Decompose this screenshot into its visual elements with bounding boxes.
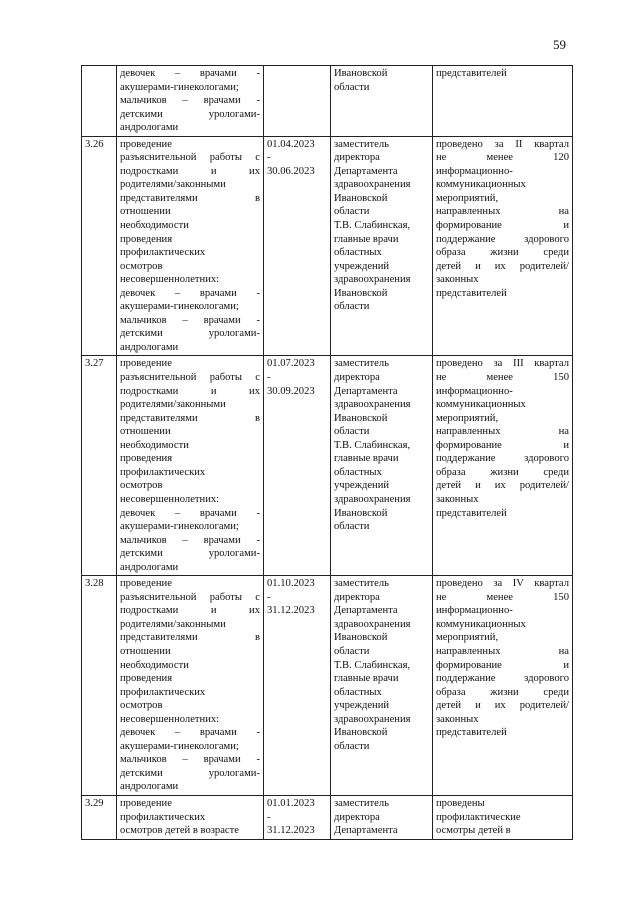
cell-line: Т.В. Слабинская, (334, 659, 411, 671)
cell-number: 3.28 (82, 576, 117, 796)
cell-line: проведены (436, 797, 485, 809)
cell-line: - (267, 591, 271, 603)
cell-line: мальчиков – врачами - (120, 754, 260, 766)
cell-line: заместитель (334, 578, 390, 590)
cell-line: здравоохранения (334, 179, 411, 191)
cell-dates (264, 356, 331, 576)
cell-line: несовершеннолетних: (120, 274, 220, 286)
cell-line: представителями в (120, 412, 260, 424)
cell-line: осмотров (120, 700, 163, 712)
cell-number (82, 66, 117, 137)
cell-line: отношении (120, 426, 171, 438)
cell-responsible (331, 356, 433, 576)
cell-line: мальчиков – врачами - (120, 534, 260, 546)
cell-line: представителей (436, 68, 507, 79)
cell-dates (264, 66, 331, 137)
cell-line: областных (334, 466, 382, 478)
cell-line: заместитель (334, 797, 390, 809)
cell-line: здравоохранения (334, 399, 411, 411)
cell-line: девочек – врачами - (120, 287, 260, 299)
cell-line: 01.04.2023 (267, 138, 315, 150)
cell-line: детскими урологами- (120, 108, 260, 120)
cell-line: проведено за III квартал (436, 358, 569, 370)
cell-line: коммуникационных (436, 618, 526, 630)
cell-line: директора (334, 811, 380, 823)
cell-result (433, 576, 573, 796)
cell-line: андрологами (120, 561, 179, 573)
cell-line: проведение (120, 797, 172, 809)
cell-line: Ивановской (334, 727, 388, 739)
cell-line: областных (334, 247, 382, 259)
cell-line: - (267, 152, 271, 164)
cell-responsible (331, 576, 433, 796)
cell-line: проведения (120, 673, 173, 685)
cell-number: 3.27 (82, 356, 117, 576)
cell-result (433, 136, 573, 356)
cell-line: осмотры детей в (436, 825, 511, 837)
cell-line: детей и их родителей/ (436, 480, 569, 492)
cell-line: не менее 150 (436, 372, 569, 384)
cell-line: образа жизни среди (436, 247, 569, 259)
cell-line: коммуникационных (436, 399, 526, 411)
cell-line: подростками и их (120, 385, 260, 397)
cell-line: разъяснительной работы с (120, 152, 260, 164)
cell-dates (264, 795, 331, 839)
measures-table (81, 65, 573, 840)
cell-line: 31.12.2023 (267, 605, 315, 617)
cell-line: 01.01.2023 (267, 797, 315, 809)
cell-line: профилактических (120, 247, 206, 259)
cell-line: Ивановской (334, 68, 388, 79)
cell-line: образа жизни среди (436, 466, 569, 478)
cell-line: мероприятий, (436, 412, 499, 424)
cell-line: мероприятий, (436, 192, 499, 204)
cell-line: 30.09.2023 (267, 385, 315, 397)
cell-line: формирование и (436, 659, 569, 671)
cell-line: директора (334, 591, 380, 603)
cell-line: детей и их родителей/ (436, 700, 569, 712)
cell-line: проведения (120, 233, 173, 245)
cell-line: заместитель (334, 358, 390, 370)
cell-line: проведено за IV квартал (436, 578, 569, 590)
cell-line: мальчиков – врачами - (120, 95, 260, 107)
cell-line: области (334, 81, 370, 93)
cell-line: Департамента (334, 385, 398, 397)
cell-line: детскими урологами- (120, 548, 260, 560)
cell-line: законных (436, 274, 479, 286)
cell-measure (117, 356, 264, 576)
cell-line: 01.10.2023 (267, 578, 315, 590)
cell-line: области (334, 521, 370, 533)
cell-line: здравоохранения (334, 493, 411, 505)
cell-line: девочек – врачами - (120, 727, 260, 739)
cell-line: проведение (120, 138, 172, 150)
cell-result (433, 795, 573, 839)
cell-line: Ивановской (334, 192, 388, 204)
cell-line: области (334, 645, 370, 657)
table-row (82, 356, 573, 576)
cell-line: отношении (120, 206, 171, 218)
cell-responsible (331, 136, 433, 356)
cell-measure (117, 576, 264, 796)
cell-line: акушерами-гинекологами; (120, 301, 239, 313)
cell-line: направленных на (436, 426, 569, 438)
cell-line: поддержание здорового (436, 233, 569, 245)
cell-line: образа жизни среди (436, 686, 569, 698)
cell-number: 3.26 (82, 136, 117, 356)
cell-line: областных (334, 686, 382, 698)
cell-line: Ивановской (334, 632, 388, 644)
cell-line: Департамента (334, 825, 398, 837)
cell-line: не менее 120 (436, 152, 569, 164)
cell-line: главные врачи (334, 453, 399, 465)
cell-line: детскими урологами- (120, 328, 260, 340)
cell-line: представителей (436, 727, 507, 739)
cell-line: 01.07.2023 (267, 358, 315, 370)
table-row (82, 576, 573, 796)
cell-line: подростками и их (120, 165, 260, 177)
cell-line: профилактических (120, 811, 206, 823)
cell-line: здравоохранения (334, 618, 411, 630)
cell-line: Т.В. Слабинская, (334, 439, 411, 451)
cell-line: 31.12.2023 (267, 825, 315, 837)
cell-line: здравоохранения (334, 274, 411, 286)
cell-line: законных (436, 493, 479, 505)
cell-line: Ивановской (334, 507, 388, 519)
cell-line: девочек – врачами - (120, 507, 260, 519)
cell-line: представителей (436, 507, 507, 519)
cell-responsible (331, 66, 433, 137)
cell-line: осмотров (120, 260, 163, 272)
cell-number: 3.29 (82, 795, 117, 839)
cell-line: заместитель (334, 138, 390, 150)
cell-line: разъяснительной работы с (120, 591, 260, 603)
cell-line: детей и их родителей/ (436, 260, 569, 272)
cell-line: акушерами-гинекологами; (120, 521, 239, 533)
cell-line: информационно- (436, 605, 513, 617)
cell-line: 30.06.2023 (267, 165, 315, 177)
cell-line: направленных на (436, 645, 569, 657)
cell-line: информационно- (436, 165, 513, 177)
cell-line: проведения (120, 453, 173, 465)
cell-line: Департамента (334, 165, 398, 177)
cell-line: родителями/законными (120, 399, 226, 411)
cell-line: формирование и (436, 220, 569, 232)
cell-line: проведено за II квартал (436, 138, 569, 150)
cell-line: Т.В. Слабинская, (334, 220, 411, 232)
cell-line: главные врачи (334, 673, 399, 685)
cell-line: проведение (120, 358, 172, 370)
cell-line: представителями в (120, 192, 260, 204)
cell-result (433, 66, 573, 137)
cell-line: Департамента (334, 605, 398, 617)
cell-line: направленных на (436, 206, 569, 218)
cell-line: учреждений (334, 480, 390, 492)
cell-line: осмотров (120, 480, 163, 492)
cell-line: профилактических (120, 686, 206, 698)
table-row (82, 66, 573, 137)
cell-line: области (334, 740, 370, 752)
cell-line: отношении (120, 645, 171, 657)
cell-line: Ивановской (334, 287, 388, 299)
table-row (82, 795, 573, 839)
cell-line: директора (334, 372, 380, 384)
cell-line: директора (334, 152, 380, 164)
cell-line: несовершеннолетних: (120, 493, 220, 505)
cell-line: мальчиков – врачами - (120, 314, 260, 326)
cell-line: родителями/законными (120, 618, 226, 630)
cell-measure (117, 66, 264, 137)
cell-result (433, 356, 573, 576)
cell-line: необходимости (120, 439, 189, 451)
cell-line: профилактических (120, 466, 206, 478)
cell-line: девочек – врачами - (120, 68, 260, 79)
cell-dates (264, 576, 331, 796)
cell-line: родителями/законными (120, 179, 226, 191)
cell-line: осмотров детей в возрасте (120, 825, 239, 837)
cell-line: профилактические (436, 811, 521, 823)
cell-line: поддержание здорового (436, 453, 569, 465)
cell-dates (264, 136, 331, 356)
cell-line: области (334, 301, 370, 313)
cell-line: законных (436, 713, 479, 725)
cell-line: представителей (436, 287, 507, 299)
cell-line: здравоохранения (334, 713, 411, 725)
cell-line: не менее 150 (436, 591, 569, 603)
cell-line: главные врачи (334, 233, 399, 245)
cell-line: разъяснительной работы с (120, 372, 260, 384)
cell-line: подростками и их (120, 605, 260, 617)
cell-line: - (267, 372, 271, 384)
cell-line: - (267, 811, 271, 823)
cell-line: андрологами (120, 341, 179, 353)
cell-line: необходимости (120, 220, 189, 232)
cell-line: формирование и (436, 439, 569, 451)
cell-responsible (331, 795, 433, 839)
cell-line: поддержание здорового (436, 673, 569, 685)
cell-line: информационно- (436, 385, 513, 397)
cell-line: необходимости (120, 659, 189, 671)
table-row (82, 136, 573, 356)
cell-line: представителями в (120, 632, 260, 644)
cell-line: коммуникационных (436, 179, 526, 191)
cell-measure (117, 136, 264, 356)
cell-line: области (334, 426, 370, 438)
cell-line: несовершеннолетних: (120, 713, 220, 725)
cell-line: области (334, 206, 370, 218)
cell-line: учреждений (334, 700, 390, 712)
cell-line: акушерами-гинекологами; (120, 740, 239, 752)
cell-line: акушерами-гинекологами; (120, 81, 239, 93)
page-number: 59 (553, 37, 566, 52)
cell-line: Ивановской (334, 412, 388, 424)
cell-line: проведение (120, 578, 172, 590)
cell-line: мероприятий, (436, 632, 499, 644)
cell-line: детскими урологами- (120, 767, 260, 779)
cell-line: андрологами (120, 781, 179, 793)
cell-measure (117, 795, 264, 839)
cell-line: андрологами (120, 122, 179, 134)
cell-line: учреждений (334, 260, 390, 272)
